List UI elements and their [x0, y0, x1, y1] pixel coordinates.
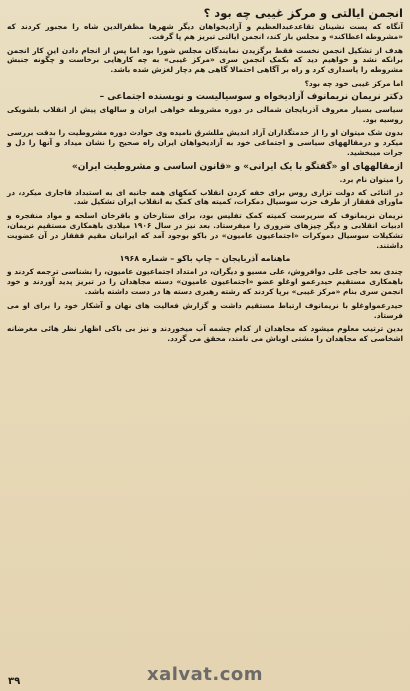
page-number: ۳۹	[8, 676, 21, 687]
article-title: انجمن ایالتی و مرکز غیبی چه بود ؟	[203, 6, 403, 20]
section-heading-articles: ازمقالههای او «گفتگو با یک ایرانی» و «قانون اساسی و مشروطیت ایران»	[71, 161, 403, 172]
paragraph-conclusion: بدین ترتیب معلوم میشود که مجاهدان از کدام چشمه آب میخوردند و نیز بی باکی اظهار نظر هائی مغرضانه اشخاصی که مجاهدان را مشتی اوباش می نامند، محقق می گردد.	[7, 324, 403, 344]
paragraph-committees: در اثنائی که دولت تزاری روس برای خفه کردن انقلاب کمکهای همه جانبه ای به استبداد قاجاری میکرد، در ماورای قفقاز از طرف حزب سوسیال دمکرات، کمیته های کمک به انقلاب ایران تشکیل شد.	[7, 187, 403, 207]
paragraph-articles-named: را میتوان نام برد.	[339, 174, 403, 184]
paragraph-intro: آنگاه که پست نشینان تقاعدعبدالعظیم و آزادیخواهان دیگر شهرها مظفرالدین شاه را مجبور کردند که «مشروطه اعطاکند» و مجلس باز کند، انجمن ایالتی تبریز هم پا گرفت.	[7, 22, 403, 41]
paragraph-question: اما مرکز غیبی خود چه بود؟	[304, 78, 403, 88]
paragraph-heydar-amoghlu: حیدرعمواوغلو با نریمانوف ارتباط مستقیم داشت و گزارش فعالیت های نهان و آشکار خود را برای او می فرستاد.	[7, 300, 403, 320]
paragraph-nariman-role: بدون شک میتوان او را از خدمتگذاران آزاد اندیش مللشرق نامیده وی حوادث دوره مشروطیت را بدقت بررسی میکرد و درمقالههای سیاسی و اجتماعی خود به آزادیخواهان ایران راه صحیح را نشان میداد و آنها را دل و جرات میبخشید.	[7, 128, 403, 157]
paragraph-nariman-bio: سیاسی بسیار معروف آذربایجان شمالی در دوره مشروطه خواهی ایران و سالهای پیش از انقلاب بلشویکی روسیه بود.	[7, 104, 403, 124]
paragraph-purpose: هدف از تشکیل انجمن نخست فقط برگزیدن نمایندگان مجلس شورا بود اما پس از انجام دادن این کار انجمن برانکه نشد و خواهیم دید که بکمک انجمن سری «مرکز غیبی» به چه کارهایی برخاست و چگونه جنبش مشروطه را پاسداری کرد و راه بر آگاهی احتمالا گاهی هم دچار لغزش شده باشد.	[7, 45, 403, 75]
source-citation: ماهنامه آذربایجان – چاپ باکو – شماره ۱۹۶۸	[119, 254, 291, 264]
paragraph-tiflis-committee: نریمان نریمانوف که سرپرست کمیته کمک تفلیس بود، برای ستارخان و باقرخان اسلحه و مواد منفجره و ادبیات انقلابی و دیگر چیزهای ضروری را میفرستاد. بعد نیز در سال ۱۹۰۶ میلادی باهمکاری مستقیم نریمان، تشکیلات سوسیال دموکرات «اجتماعیون عامیون» در باکو بوجود آمد که ایرانیان مقیم قفقاز در آن عضویت داشتند.	[7, 211, 403, 250]
paragraph-markaz-gheybi: چندی بعد حاجی علی دوافروش، علی مسیو و دیگران، در امتداد اجتماعیون عامیون، را بشناسی ترجمه کردند و باهمکاری مستقیم حیدرعمو اوغلو عضو «اجتماعیون عامیون» دسته مجاهدان را در تبریز پدید آوردند و خود انجمن سری بنام «مرکز غیبی» برپا کردند که رشته رهبری دسته ها در دست داشته باشد.	[7, 267, 403, 296]
section-heading-nariman: دکتر نریمان نریمانوف آزادیخواه و سوسیالیست و نویسنده اجتماعی –	[99, 91, 403, 102]
watermark-text: xalvat.com	[146, 664, 264, 685]
page-footer	[0, 663, 410, 691]
article-body	[7, 6, 403, 344]
